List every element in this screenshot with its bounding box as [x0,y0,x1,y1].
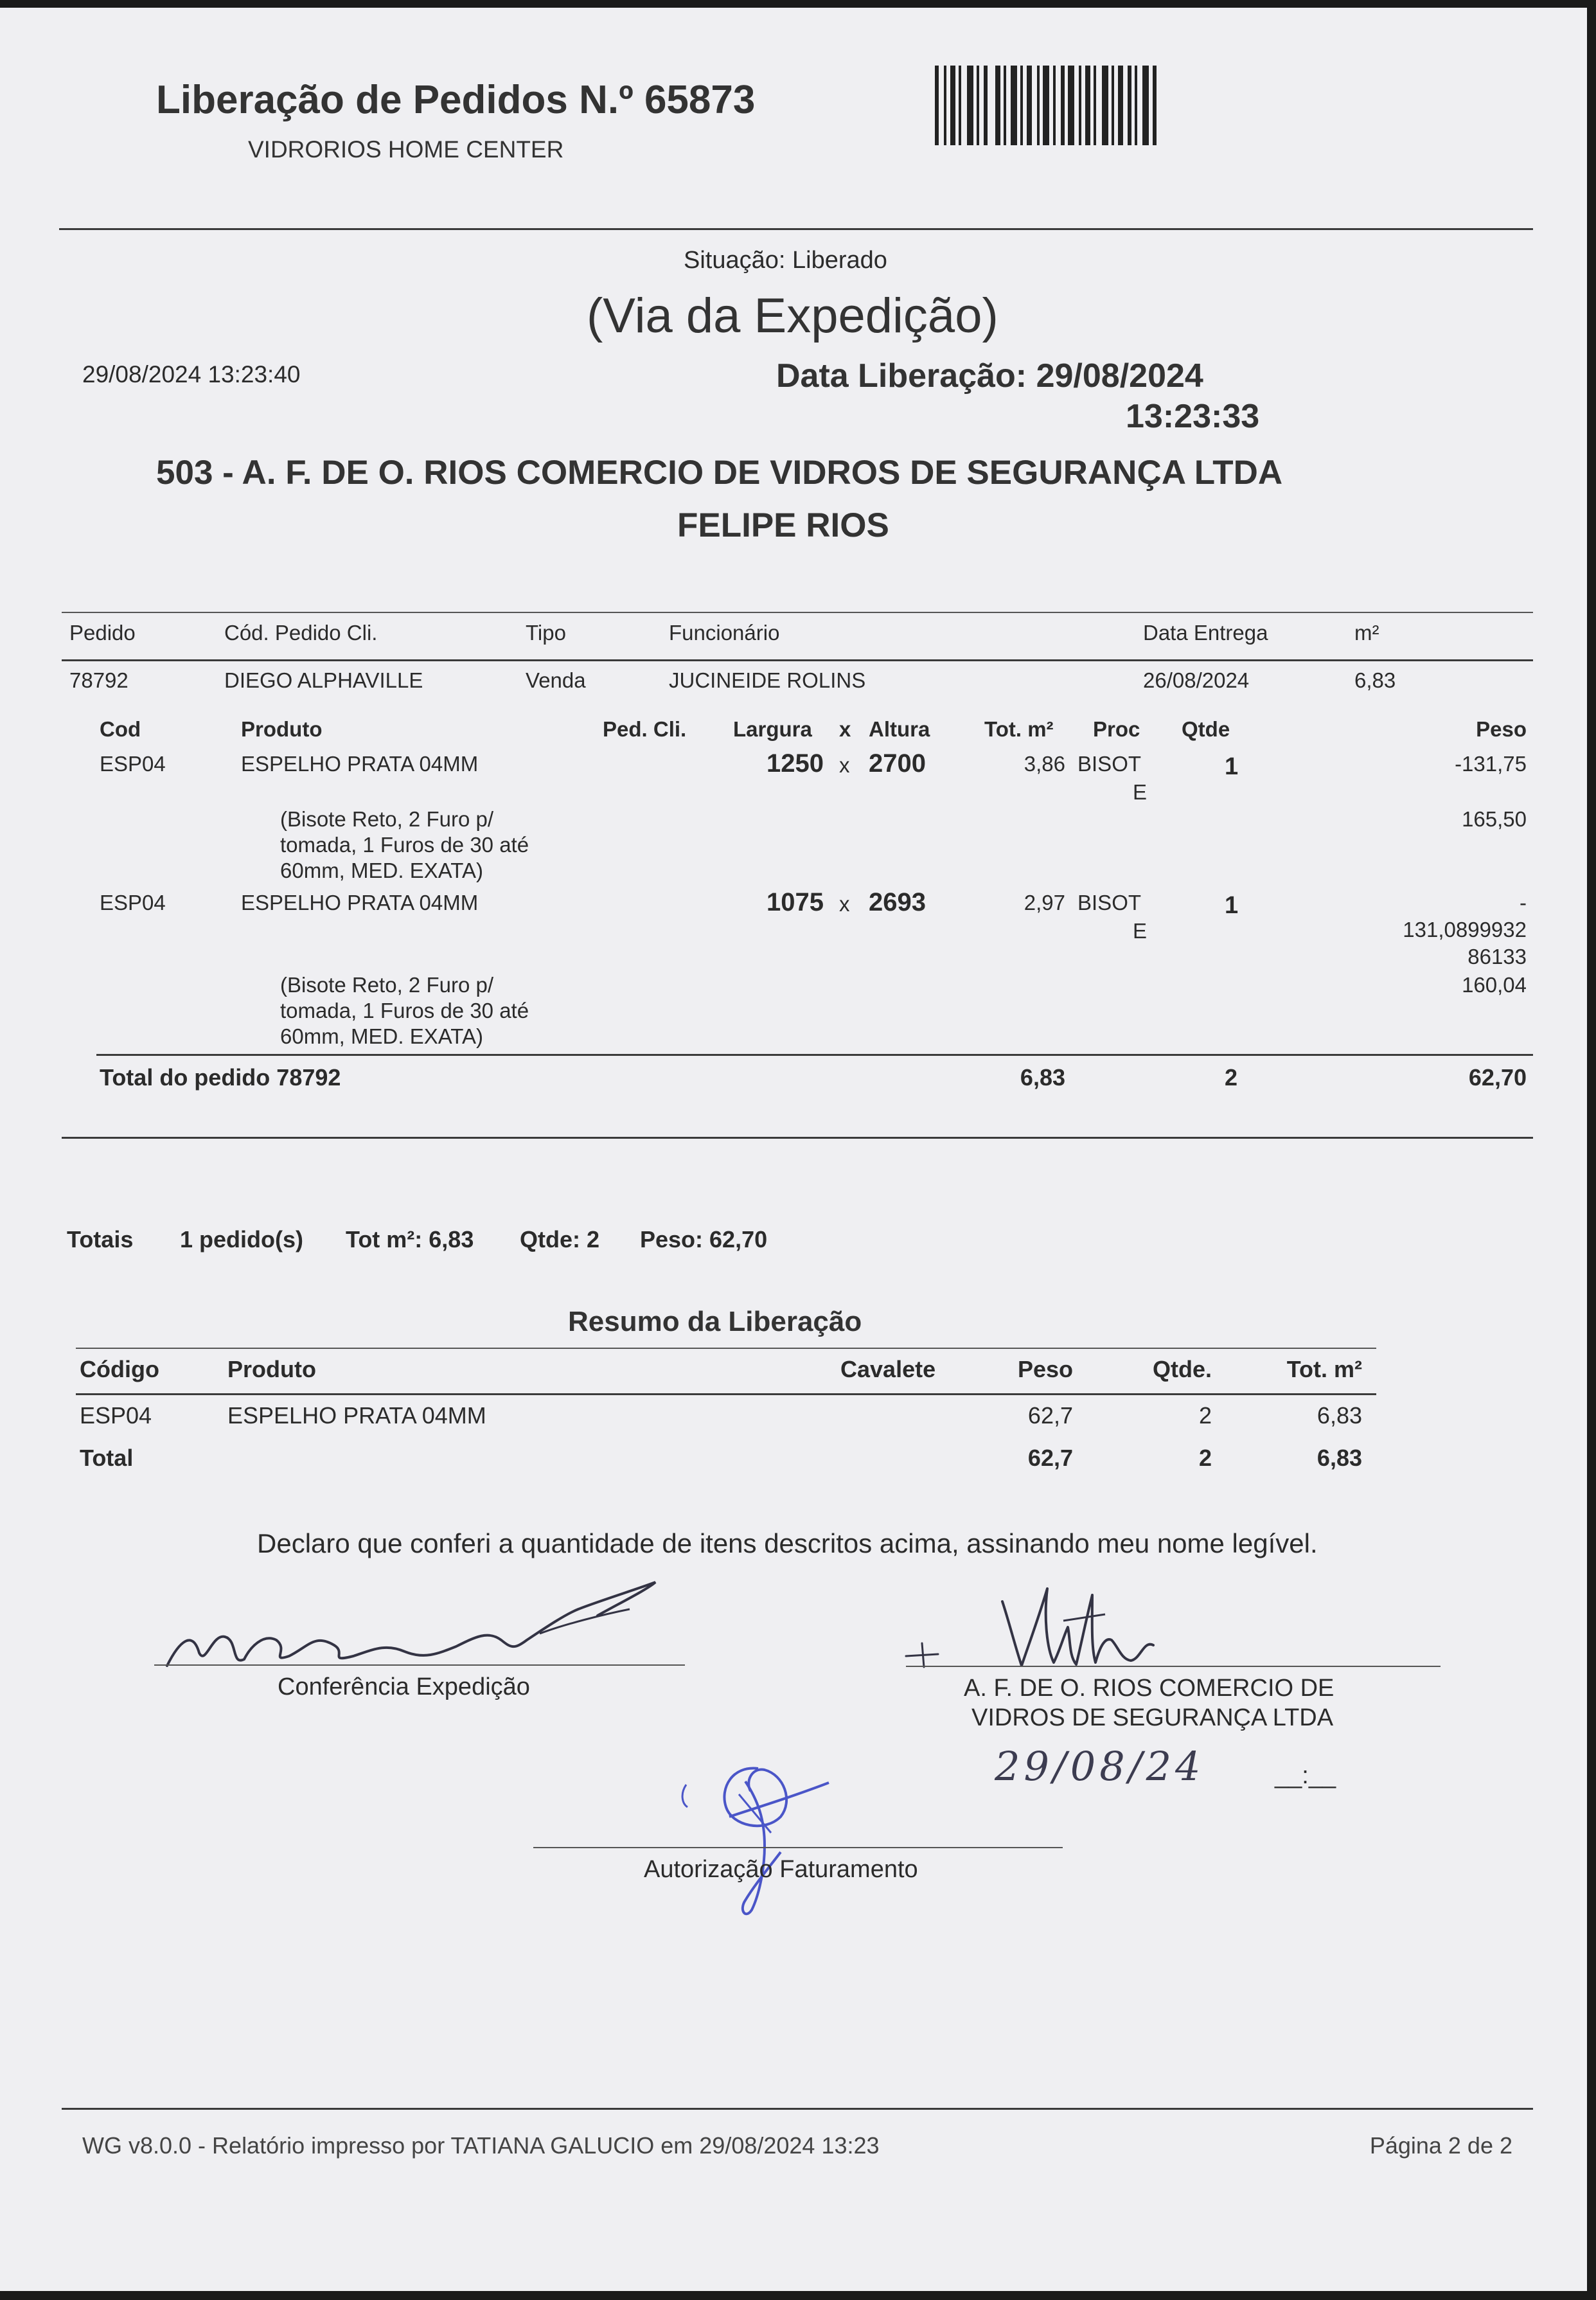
order-total-m2: 6,83 [1020,1064,1065,1091]
totals-m2: Tot m²: 6,83 [346,1226,474,1253]
items-col-x: x [839,717,851,741]
summary-produto: ESPELHO PRATA 04MM [227,1402,486,1429]
item-peso-2: 165,50 [1462,807,1527,831]
item-peso: -131,75 [1455,752,1527,776]
order-header-top-line [62,612,1533,613]
item-note-line: (Bisote Reto, 2 Furo p/ [280,973,493,997]
items-col-largura: Largura [733,717,812,741]
summary-total-label: Total [80,1445,134,1471]
authorization-signature [668,1756,848,1923]
item-tot-m2: 2,97 [1024,891,1065,914]
right-signature-label-1: A. F. DE O. RIOS COMERCIO DE [964,1675,1334,1702]
totals-peso: Peso: 62,70 [640,1226,768,1253]
col-cod-pedido-cli: Cód. Pedido Cli. [224,621,378,645]
order-m2: 6,83 [1354,668,1396,692]
totals-label: Totais [67,1226,134,1253]
via-label: (Via da Expedição) [587,289,998,343]
order-total-label: Total do pedido 78792 [100,1064,341,1091]
header-divider [59,228,1533,230]
order-header-bottom-line [62,659,1533,661]
item-qtde: 1 [1225,753,1239,780]
client-contact: FELIPE RIOS [677,506,889,544]
item-largura: 1075 [767,888,824,916]
item-x: x [839,892,850,916]
situation-text: Situação: Liberado [684,247,887,274]
summary-header-top-line [76,1348,1376,1349]
order-total-qtde: 2 [1225,1064,1238,1091]
summary-total-peso: 62,7 [1027,1445,1073,1471]
col-pedido: Pedido [69,621,136,645]
right-signature [900,1576,1169,1679]
item-produto: ESPELHO PRATA 04MM [241,891,479,914]
handwritten-date: 29/08/24 [995,1743,1205,1790]
left-signature-line [154,1664,685,1666]
summary-title: Resumo da Liberação [568,1306,862,1337]
col-m2: m² [1354,621,1379,645]
time-blank: __:__ [1275,1762,1336,1789]
item-proc-cont: E [1133,919,1148,943]
summary-col-codigo: Código [80,1356,159,1382]
item-note-line: tomada, 1 Furos de 30 até [280,833,529,857]
footer-page-number: Página 2 de 2 [1369,2132,1512,2159]
order-total-peso: 62,70 [1468,1064,1527,1091]
item-note-line: tomada, 1 Furos de 30 até [280,999,529,1022]
summary-col-produto: Produto [227,1356,316,1382]
item-peso-cont: 131,0899932 [1403,918,1527,941]
item-cod: ESP04 [100,891,166,914]
liberation-time: 13:23:33 [1126,398,1260,435]
order-pedido: 78792 [69,668,129,692]
summary-header-bottom-line [76,1393,1376,1395]
items-col-produto: Produto [241,717,323,741]
summary-col-cavalete: Cavalete [840,1356,936,1382]
left-signature-label: Conferência Expedição [278,1673,530,1700]
footer-report-info: WG v8.0.0 - Relatório impresso por TATIANA GALUCIO em 29/08/2024 13:23 [82,2132,880,2159]
item-qtde: 1 [1225,892,1239,919]
order-funcionario: JUCINEIDE ROLINS [669,668,866,692]
item-note-line: 60mm, MED. EXATA) [280,859,483,882]
item-tot-m2: 3,86 [1024,752,1065,776]
right-signature-label-2: VIDROS DE SEGURANÇA LTDA [971,1704,1334,1731]
summary-col-qtde: Qtde. [1152,1356,1212,1382]
right-signature-line [906,1666,1441,1667]
document-page [0,8,1587,2291]
left-signature [154,1569,681,1679]
declaration-text: Declaro que conferi a quantidade de itens descritos acima, assinando meu nome legível. [257,1528,1318,1558]
items-col-peso: Peso [1476,717,1527,741]
items-col-cod: Cod [100,717,141,741]
item-cod: ESP04 [100,752,166,776]
order-tipo: Venda [526,668,586,692]
item-altura: 2700 [869,749,926,778]
client-name: 503 - A. F. DE O. RIOS COMERCIO DE VIDROS DE SEGURANÇA LTDA [156,454,1283,492]
summary-total-qtde: 2 [1198,1445,1212,1471]
summary-peso: 62,7 [1027,1402,1073,1429]
summary-col-peso: Peso [1017,1356,1073,1382]
order-total-line [96,1054,1533,1056]
summary-col-tot-m2: Tot. m² [1286,1356,1362,1382]
totals-qtde: Qtde: 2 [520,1226,600,1253]
col-funcionario: Funcionário [669,621,780,645]
item-peso-cont: 86133 [1467,945,1527,968]
item-altura: 2693 [869,888,926,916]
authorization-label: Autorização Faturamento [644,1856,918,1883]
items-col-ped-cli: Ped. Cli. [603,717,687,741]
order-cod-pedido-cli: DIEGO ALPHAVILLE [224,668,423,692]
print-datetime: 29/08/2024 13:23:40 [82,361,301,388]
item-note-line: 60mm, MED. EXATA) [280,1024,483,1048]
item-note-line: (Bisote Reto, 2 Furo p/ [280,807,493,831]
barcode [935,66,1192,145]
item-largura: 1250 [767,749,824,778]
totals-pedidos: 1 pedido(s) [180,1226,304,1253]
order-data-entrega: 26/08/2024 [1143,668,1250,692]
section-divider [62,1137,1533,1139]
items-col-qtde: Qtde [1182,717,1230,741]
authorization-signature-line [533,1847,1063,1848]
document-title: Liberação de Pedidos N.º 65873 [156,78,756,122]
item-proc-cont: E [1133,780,1148,804]
footer-divider [62,2108,1533,2110]
col-data-entrega: Data Entrega [1143,621,1268,645]
item-peso-2: 160,04 [1462,973,1527,997]
item-proc: BISOT [1077,752,1142,776]
item-produto: ESPELHO PRATA 04MM [241,752,479,776]
item-proc: BISOT [1077,891,1142,914]
summary-tot-m2: 6,83 [1317,1402,1362,1429]
summary-codigo: ESP04 [80,1402,152,1429]
col-tipo: Tipo [526,621,566,645]
items-col-proc: Proc [1093,717,1140,741]
item-x: x [839,753,850,777]
company-name: VIDRORIOS HOME CENTER [248,136,564,163]
items-col-altura: Altura [869,717,930,741]
item-peso: - [1520,891,1527,914]
summary-qtde: 2 [1198,1402,1212,1429]
summary-total-m2: 6,83 [1317,1445,1362,1471]
items-col-tot-m2: Tot. m² [984,717,1054,741]
liberation-date: Data Liberação: 29/08/2024 [776,357,1203,395]
